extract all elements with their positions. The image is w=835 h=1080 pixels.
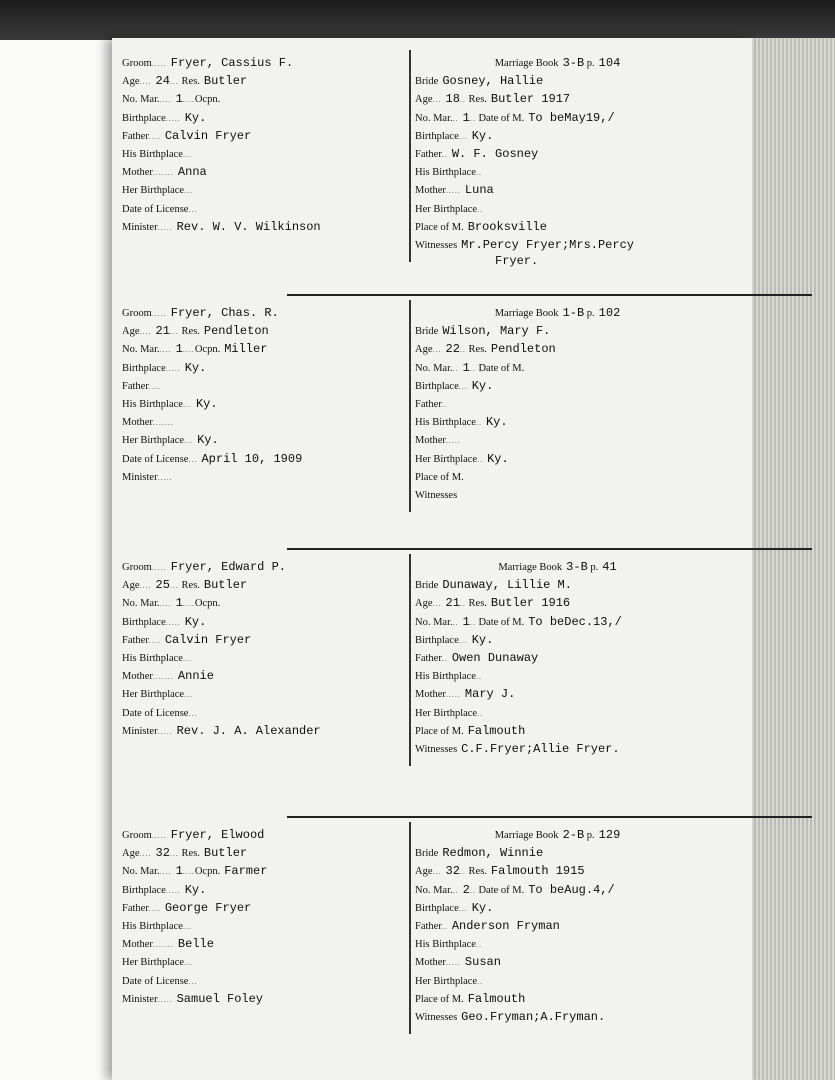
mother-label: Mother <box>122 167 153 179</box>
groom-no-mar: 1 <box>175 596 183 611</box>
birthplace-label: Birthplace <box>415 380 459 392</box>
birthplace-label: Birthplace <box>415 902 459 914</box>
scan-border <box>752 38 835 1080</box>
groom-birthplace: Ky. <box>184 614 207 629</box>
res-label: Res. <box>468 866 487 878</box>
place-of-m-label: Place of M. <box>415 993 464 1005</box>
res-label: Res. <box>181 76 200 88</box>
witnesses-label: Witnesses <box>415 1011 458 1023</box>
birthplace-label: Birthplace <box>122 112 166 124</box>
no-mar-label: No. Mar. <box>122 94 160 106</box>
bride-mother: Mary J. <box>464 687 516 702</box>
mother-label: Mother <box>415 689 446 701</box>
groom-mother: Belle <box>177 937 214 952</box>
groom-father: Calvin Fryer <box>164 128 252 143</box>
bride-section: Marriage Book 3-B p. 104 Bride Gosney, Hallie Age... 18.. Res. Butler 1917 No. Mar... 1.. Date of M. To beMay19,/ Birthplace... Ky. Father.. W. F. Gosney His Birthplace.. Mother..... Luna Her Birthplace.. Place of M. Brooksville Witnesses Mr.Percy Fryer;Mrs.Percy Fryer. <box>415 54 700 254</box>
groom-section: Groom..... Fryer, Chas. R. Age.... 21... Res. Pendleton No. Mar..... 1....Ocpn. Miller Birthplace..... Ky. Father.... His Birthplace... Ky. Mother....... Her Birthplace... Ky. Date of License... April 10, 1909 Minister..... <box>122 304 402 486</box>
groom-mother: Annie <box>177 669 214 684</box>
res-label: Res. <box>468 94 487 106</box>
his-birthplace-label: His Birthplace <box>122 148 183 160</box>
record-divider-line <box>287 294 812 296</box>
bride-date-of-m: To beMay19,/ <box>528 110 615 125</box>
column-divider <box>409 50 411 262</box>
groom-no-mar: 1 <box>175 92 183 107</box>
groom-name: Fryer, Edward P. <box>170 560 286 574</box>
marriage-book-label: Marriage Book <box>494 830 559 841</box>
record-divider-line <box>287 548 812 550</box>
bride-father: Anderson Fryman <box>451 918 560 933</box>
groom-name: Fryer, Cassius F. <box>170 56 294 70</box>
groom-no-mar: 1 <box>175 342 183 357</box>
marriage-book-page: 129 <box>598 828 621 842</box>
groom-name: Fryer, Elwood <box>170 828 265 842</box>
father-label: Father <box>122 902 149 914</box>
res-label: Res. <box>468 598 487 610</box>
no-mar-label: No. Mar. <box>415 884 453 896</box>
bride-birthplace: Ky. <box>471 900 494 915</box>
groom-his-birthplace: Ky. <box>195 396 218 411</box>
groom-res: Butler <box>203 74 248 89</box>
groom-row: Groom..... Fryer, Elwood <box>122 828 265 842</box>
date-of-m-label: Date of M. <box>478 362 525 374</box>
age-label: Age <box>415 866 433 878</box>
mother-label: Mother <box>122 939 153 951</box>
mother-label: Mother <box>415 957 446 969</box>
bride-res: Butler 1916 <box>490 596 571 611</box>
father-label: Father <box>415 920 442 932</box>
groom-age: 32 <box>155 846 170 861</box>
father-label: Father <box>415 148 442 160</box>
no-mar-label: No. Mar. <box>122 866 160 878</box>
marriage-book-number: 2-B <box>562 828 585 842</box>
bride-place-of-m: Falmouth <box>467 991 526 1006</box>
no-mar-label: No. Mar. <box>415 362 453 374</box>
witnesses-label: Witnesses <box>415 489 458 501</box>
marriage-book-page: 104 <box>598 56 621 70</box>
groom-label: Groom <box>122 308 152 319</box>
groom-name: Fryer, Chas. R. <box>170 306 279 320</box>
groom-birthplace: Ky. <box>184 110 207 125</box>
groom-date-license: April 10, 1909 <box>201 451 303 466</box>
groom-birthplace: Ky. <box>184 882 207 897</box>
date-of-m-label: Date of M. <box>478 112 525 124</box>
bride-label: Bride <box>415 580 439 592</box>
groom-age: 21 <box>155 324 170 339</box>
her-birthplace-label: Her Birthplace <box>415 203 478 215</box>
bride-date-of-m: To beAug.4,/ <box>528 882 615 897</box>
bride-section: Marriage Book 3-B p. 41 Bride Dunaway, Lillie M. Age... 21.. Res. Butler 1916 No. Mar... 1.. Date of M. To beDec.13,/ Birthplace... Ky. Father.. Owen Dunaway His Birthplace.. Mother..... Mary J. Her Birthplace.. Place of M. Falmouth Witnesses C.F.Fryer;Allie Fryer. <box>415 560 622 756</box>
bride-age: 21 <box>445 596 460 611</box>
bride-father: W. F. Gosney <box>451 146 539 161</box>
groom-label: Groom <box>122 830 152 841</box>
date-of-m-label: Date of M. <box>478 884 525 896</box>
date-of-m-label: Date of M. <box>478 616 525 628</box>
groom-section: Groom..... Fryer, Edward P. Age.... 25... Res. Butler No. Mar..... 1....Ocpn. Birthplace..... Ky. Father.... Calvin Fryer His Birthplace... Mother....... Annie Her Birthplace... Date of License... Minister..... Rev. J. A. Alexander <box>122 558 402 740</box>
birthplace-label: Birthplace <box>122 884 166 896</box>
age-label: Age <box>122 326 140 338</box>
her-birthplace-label: Her Birthplace <box>122 957 185 969</box>
his-birthplace-label: His Birthplace <box>415 939 476 951</box>
bride-label: Bride <box>415 76 439 88</box>
marriage-book-number: 1-B <box>562 306 585 320</box>
date-license-label: Date of License <box>122 707 189 719</box>
groom-section: Groom..... Fryer, Elwood Age.... 32... Res. Butler No. Mar..... 1....Ocpn. Farmer Birthplace..... Ky. Father.... George Fryer His Birthplace... Mother....... Belle Her Birthplace... Date of License... Minister..... Samuel Foley <box>122 826 402 1008</box>
age-label: Age <box>122 580 140 592</box>
minister-label: Minister <box>122 725 158 737</box>
marriage-book-label: Marriage Book <box>494 308 559 319</box>
date-license-label: Date of License <box>122 453 189 465</box>
mother-label: Mother <box>415 185 446 197</box>
page-label: p. <box>590 562 599 573</box>
father-label: Father <box>415 398 442 410</box>
father-label: Father <box>415 652 442 664</box>
age-label: Age <box>122 848 140 860</box>
minister-label: Minister <box>122 993 158 1005</box>
bride-res: Butler 1917 <box>490 92 571 107</box>
marriage-book-label: Marriage Book <box>494 58 559 69</box>
marriage-book-number: 3-B <box>566 560 588 574</box>
bride-res: Falmouth 1915 <box>490 864 585 879</box>
no-mar-label: No. Mar. <box>415 616 453 628</box>
groom-res: Pendleton <box>203 324 269 339</box>
bride-no-mar: 1 <box>462 614 470 629</box>
groom-age: 24 <box>155 74 170 89</box>
bride-label: Bride <box>415 326 439 338</box>
marriage-book-number: 3-B <box>562 56 585 70</box>
bride-mother: Susan <box>464 955 501 970</box>
her-birthplace-label: Her Birthplace <box>122 185 185 197</box>
minister-label: Minister <box>122 221 158 233</box>
marriage-book-page: 41 <box>602 560 617 574</box>
her-birthplace-label: Her Birthplace <box>122 435 185 447</box>
groom-minister: Rev. W. V. Wilkinson <box>176 219 321 234</box>
groom-res: Butler <box>203 578 248 593</box>
his-birthplace-label: His Birthplace <box>122 920 183 932</box>
page-margin <box>0 40 112 1080</box>
page-label: p. <box>586 308 595 319</box>
groom-section: Groom..... Fryer, Cassius F. Age.... 24... Res. Butler No. Mar..... 1....Ocpn. Birthplace..... Ky. Father.... Calvin Fryer His Birthplace... Mother....... Anna Her Birthplace... Date of License... Minister..... Rev. W. V. Wilkinson <box>122 54 402 236</box>
his-birthplace-label: His Birthplace <box>122 398 183 410</box>
column-divider <box>409 822 411 1034</box>
age-label: Age <box>122 76 140 88</box>
column-divider <box>409 300 411 512</box>
bride-birthplace: Ky. <box>471 378 494 393</box>
bride-name: Wilson, Mary F. <box>442 324 551 339</box>
date-license-label: Date of License <box>122 203 189 215</box>
birthplace-label: Birthplace <box>122 362 166 374</box>
groom-minister: Rev. J. A. Alexander <box>176 723 321 738</box>
bride-name: Dunaway, Lillie M. <box>442 578 572 593</box>
res-label: Res. <box>468 344 487 356</box>
groom-age: 25 <box>155 578 170 593</box>
marriage-record <box>112 548 752 778</box>
his-birthplace-label: His Birthplace <box>415 417 476 429</box>
birthplace-label: Birthplace <box>415 634 459 646</box>
bride-date-of-m: To beDec.13,/ <box>528 614 622 629</box>
bride-witnesses: Mr.Percy Fryer;Mrs.Percy <box>461 237 634 252</box>
groom-her-birthplace: Ky. <box>197 433 219 448</box>
groom-minister: Samuel Foley <box>176 991 264 1006</box>
groom-father: George Fryer <box>164 900 252 915</box>
marriage-record <box>112 294 752 524</box>
res-label: Res. <box>181 848 200 860</box>
bride-section: Marriage Book 2-B p. 129 Bride Redmon, Winnie Age... 32.. Res. Falmouth 1915 No. Mar... 2.. Date of M. To beAug.4,/ Birthplace... Ky. Father.. Anderson Fryman His Birthplace.. Mother..... Susan Her Birthplace.. Place of M. Falmouth Witnesses Geo.Fryman;A.Fryman. <box>415 828 621 1024</box>
bride-birthplace: Ky. <box>471 632 494 647</box>
groom-no-mar: 1 <box>175 864 183 879</box>
res-label: Res. <box>181 580 200 592</box>
bride-witnesses: Geo.Fryman;A.Fryman. <box>461 1009 606 1024</box>
groom-mother: Anna <box>177 165 207 180</box>
ocpn-label: Ocpn. <box>194 94 221 106</box>
bride-witnesses-continued: Fryer. <box>495 253 539 268</box>
no-mar-label: No. Mar. <box>122 598 160 610</box>
father-label: Father <box>122 130 149 142</box>
bride-age: 22 <box>445 342 460 357</box>
bride-father: Owen Dunaway <box>451 650 539 665</box>
father-label: Father <box>122 380 149 392</box>
marriage-record-page <box>112 38 752 1080</box>
groom-row: Groom..... Fryer, Edward P. <box>122 560 286 574</box>
her-birthplace-label: Her Birthplace <box>415 453 478 465</box>
record-divider-line <box>287 816 812 818</box>
bride-label: Bride <box>415 848 439 860</box>
mother-label: Mother <box>122 671 153 683</box>
groom-birthplace: Ky. <box>184 360 207 375</box>
bride-name: Redmon, Winnie <box>442 846 544 861</box>
groom-res: Butler <box>203 846 248 861</box>
column-divider <box>409 554 411 766</box>
no-mar-label: No. Mar. <box>415 112 453 124</box>
bride-place-of-m: Brooksville <box>467 219 547 234</box>
groom-row: Groom..... Fryer, Chas. R. <box>122 306 279 320</box>
father-label: Father <box>122 634 149 646</box>
ocpn-label: Ocpn. <box>194 598 221 610</box>
birthplace-label: Birthplace <box>122 616 166 628</box>
place-of-m-label: Place of M. <box>415 725 464 737</box>
marriage-book-page: 102 <box>598 306 621 320</box>
his-birthplace-label: His Birthplace <box>415 167 476 179</box>
bride-no-mar: 2 <box>462 882 470 897</box>
res-label: Res. <box>181 326 200 338</box>
date-license-label: Date of License <box>122 975 189 987</box>
age-label: Age <box>415 94 433 106</box>
bride-place-of-m: Falmouth <box>467 723 526 738</box>
groom-label: Groom <box>122 562 152 573</box>
witnesses-label: Witnesses <box>415 239 458 251</box>
page-label: p. <box>586 58 595 69</box>
groom-father: Calvin Fryer <box>164 632 252 647</box>
place-of-m-label: Place of M. <box>415 221 464 233</box>
birthplace-label: Birthplace <box>415 130 459 142</box>
bride-her-birthplace: Ky. <box>487 451 509 466</box>
age-label: Age <box>415 598 433 610</box>
bride-age: 32 <box>445 864 460 879</box>
marriage-record <box>112 816 752 1046</box>
mother-label: Mother <box>122 417 153 429</box>
bride-mother: Luna <box>464 183 494 198</box>
bride-age: 18 <box>445 92 460 107</box>
age-label: Age <box>415 344 433 356</box>
bride-section: Marriage Book 1-B p. 102 Bride Wilson, Mary F. Age... 22.. Res. Pendleton No. Mar... 1.. Date of M. Birthplace... Ky. Father.. His Birthplace.. Ky. Mother..... Her Birthplace.. Ky. Place of M. Witnesses <box>415 306 621 501</box>
groom-ocpn: Farmer <box>224 864 268 879</box>
bride-name: Gosney, Hallie <box>442 74 544 89</box>
scan-edge <box>0 0 835 40</box>
ocpn-label: Ocpn. <box>194 866 221 878</box>
bride-birthplace: Ky. <box>471 128 494 143</box>
page-label: p. <box>586 830 595 841</box>
bride-res: Pendleton <box>490 342 556 357</box>
bride-no-mar: 1 <box>462 360 470 375</box>
ocpn-label: Ocpn. <box>194 344 221 356</box>
her-birthplace-label: Her Birthplace <box>415 975 478 987</box>
her-birthplace-label: Her Birthplace <box>415 707 478 719</box>
marriage-book-label: Marriage Book <box>498 562 563 573</box>
groom-ocpn: Miller <box>224 342 268 357</box>
mother-label: Mother <box>415 435 446 447</box>
minister-label: Minister <box>122 471 158 483</box>
his-birthplace-label: His Birthplace <box>122 652 183 664</box>
bride-witnesses: C.F.Fryer;Allie Fryer. <box>461 741 620 756</box>
his-birthplace-label: His Birthplace <box>415 671 476 683</box>
groom-label: Groom <box>122 58 152 69</box>
no-mar-label: No. Mar. <box>122 344 160 356</box>
bride-his-birthplace: Ky. <box>485 415 508 430</box>
groom-row: Groom..... Fryer, Cassius F. <box>122 56 294 70</box>
place-of-m-label: Place of M. <box>415 471 464 483</box>
marriage-record <box>112 44 752 274</box>
bride-no-mar: 1 <box>462 110 470 125</box>
her-birthplace-label: Her Birthplace <box>122 689 185 701</box>
witnesses-label: Witnesses <box>415 743 458 755</box>
